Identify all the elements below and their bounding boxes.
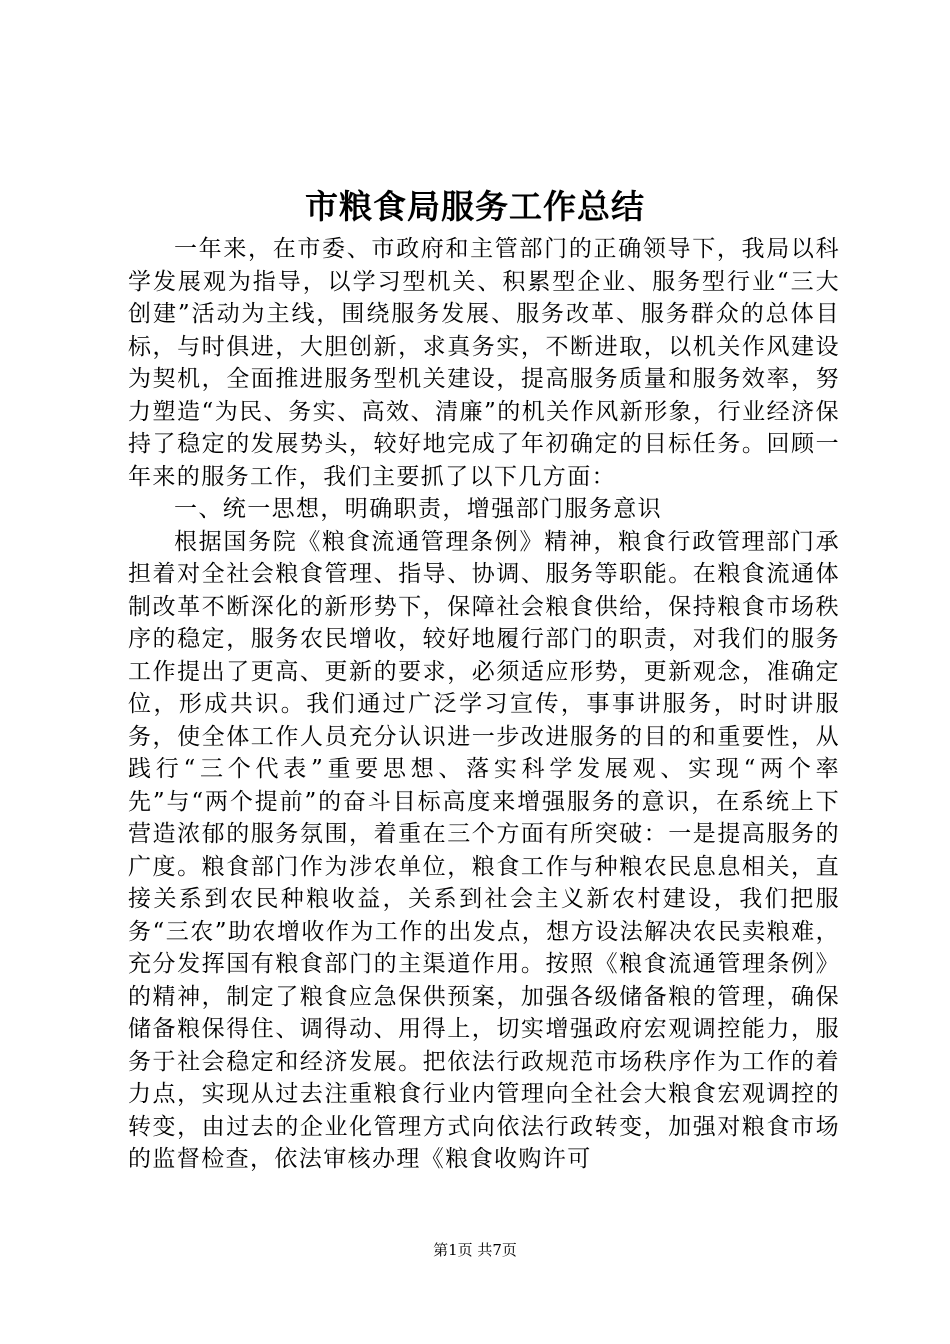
intro-paragraph: 一年来，在市委、市政府和主管部门的正确领导下，我局以科学发展观为指导，以学习型机关、积累型企业、服务型行业“三大创建”活动为主线，围绕服务发展、服务改革、服务群众的总体目标，与时俱进，大胆创新，求真务实，不断进取，以机关作风建设为契机，全面推进服务型机关建设，提高服务质量和服务效率，努力塑造“为民、务实、高效、清廉”的机关作风新形象，行业经济保持了稳定的发展势头，较好地完成了年初确定的目标任务。回顾一年来的服务工作，我们主要抓了以下几方面： [128, 236, 840, 490]
section-heading: 一、统一思想，明确职责，增强部门服务意识 [174, 496, 662, 522]
page-footer [0, 1240, 950, 1260]
body-paragraph: 根据国务院《粮食流通管理条例》精神，粮食行政管理部门承担着对全社会粮食管理、指导、协调、服务等职能。在粮食流通体制改革不断深化的新形势下，保障社会粮食供给，保持粮食市场秩序的稳定，服务农民增收，较好地履行部门的职责，对我们的服务工作提出了更高、更新的要求，必须适应形势，更新观念，准确定位，形成共识。我们通过广泛学习宣传，事事讲服务，时时讲服务，使全体工作人员充分认识进一步改进服务的目的和重要性，从践行“三个代表”重要思想、落实科学发展观、实现“两个率先”与“两个提前”的奋斗目标高度来增强服务的意识，在系统上下营造浓郁的服务氛围，着重在三个方面有所突破：一是提高服务的广度。粮食部门作为涉农单位，粮食工作与种粮农民息息相关，直接关系到农民种粮收益，关系到社会主义新农村建设，我们把服务“三农”助农增收作为工作的出发点，想方设法解决农民卖粮难，充分发挥国有粮食部门的主渠道作用。按照《粮食流通管理条例》的精神，制定了粮食应急保供预案，加强各级储备粮的管理，确保储备粮保得住、调得动、用得上，切实增强政府宏观调控能力，服务于社会稳定和经济发展。把依法行政规范市场秩序作为工作的着力点，实现从过去注重粮食行业内管理向全社会大粮食宏观调控的转变，由过去的企业化管理方式向依法行政转变，加强对粮食市场的监督检查，依法审核办理《粮食收购许可 [128, 528, 840, 1172]
page-number-indicator: 第1页 共7页 [433, 1241, 517, 1259]
document-title: 市粮食局服务工作总结 [305, 187, 645, 226]
document-body [128, 233, 840, 1176]
